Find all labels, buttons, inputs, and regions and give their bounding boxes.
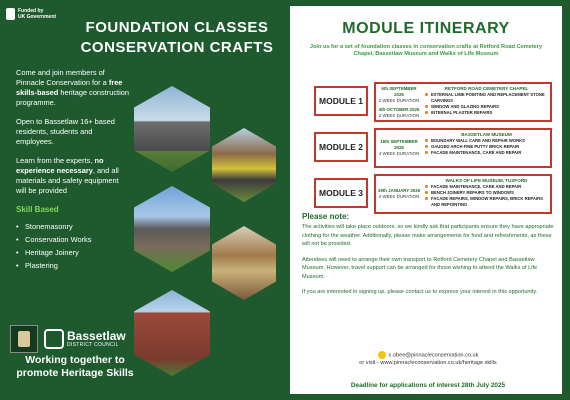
intro-p1 [16, 68, 131, 108]
photo-museum [134, 290, 210, 376]
title-line1: FOUNDATION CLASSES [85, 19, 269, 36]
contact-email[interactable]: s.obee@pinnacleconservation.co.uk [388, 352, 479, 359]
notes-text [302, 223, 554, 304]
contact-info [302, 351, 554, 367]
bassetlaw-name: Bassetlaw [67, 329, 126, 343]
module-label: MODULE 1 [319, 96, 363, 106]
itinerary-intro: Join us for a set of foundation classes in conservation crafts at Retford Road Cemetery Chapel, Bassetlaw Museum and Walks of Life Museum [309, 44, 543, 57]
intro-p3-c: , and all materials and safety equipment will be provided [16, 166, 119, 195]
intro-p3 [16, 156, 131, 196]
module-label: MODULE 2 [319, 142, 363, 152]
module-task: BENCH JOINERY REPAIRS TO WINDOWS [425, 190, 548, 196]
module-details [374, 82, 552, 122]
bassetlaw-sub: DISTRICT COUNCIL [67, 342, 119, 348]
skill-item: • Heritage Joinery [16, 246, 131, 259]
intro-p1-c: heritage construction programme. [16, 88, 129, 107]
date: 16th SEPTEMBER 2025 [380, 139, 418, 150]
funded-by-badge [6, 8, 56, 20]
module-task: FACADE MAINTENANCE, CARE AND REPAIR [425, 150, 548, 156]
duration: 4 WEEK DURATION [378, 151, 420, 156]
module-task: WINDOW AND GLAZING REPAIRS [425, 104, 548, 110]
module-label-box [314, 132, 368, 162]
intro-p1-a: Come and join members of Pinnacle Conservation for a [16, 68, 109, 87]
module-content [422, 130, 550, 166]
funded-line2: UK Government [18, 14, 57, 20]
module-details [374, 128, 552, 168]
duration: 2 WEEK DURATION [378, 112, 420, 118]
bassetlaw-logo [44, 329, 126, 349]
intro-p1-bold: free skills-based [16, 78, 123, 97]
module-dates [376, 176, 422, 212]
skill-item: • Conservation Works [16, 233, 131, 246]
photo-workers [212, 128, 276, 202]
itinerary-title: MODULE ITINERARY [342, 20, 510, 37]
skill-item: • Stonemasonry [16, 220, 131, 233]
intro-text [16, 68, 131, 272]
module-task: BOUNDARY WALL CARE AND REPAIR WORKS [425, 138, 548, 144]
intro-p2: Open to Bassetlaw 16+ based residents, students and employees. [16, 117, 115, 146]
skills-heading: Skill Based [16, 205, 59, 214]
photo-group [134, 186, 210, 272]
module-venue: BASSETLAW MUSEUM [461, 132, 512, 137]
module-task: INTERNAL PLASTER REPAIRS [425, 110, 548, 116]
module-3 [314, 174, 550, 214]
deadline: Deadline for applications of interest 28th July 2025 [350, 382, 506, 389]
logos [10, 325, 126, 353]
module-venue: RETFORD ROAD CEMETERY CHAPEL [444, 86, 529, 91]
date: 4th OCTOBER 2025 [378, 106, 420, 112]
note-p2: Attendees will need to arrange their own transport to Retford Cemetery Chapel and Bassetlaw Museum. However, travel support can be arranged for those wishing to attend the Walks of Life Museum. [302, 256, 538, 280]
module-task: EXTERNAL LIME POINTING AND REPLACEMENT STONE CARVINGS [425, 92, 548, 104]
module-content [422, 84, 550, 120]
funded-line1: Funded by [18, 8, 44, 14]
tagline: Working together to promote Heritage Skills [16, 354, 134, 379]
module-dates [376, 84, 422, 120]
module-task: GAUGED ARCH FINE PUTTY BRICK REPAIR [425, 144, 548, 150]
module-2 [314, 128, 550, 168]
itinerary-panel [290, 6, 562, 394]
date: 6th SEPTEMBER 2025 [381, 85, 417, 97]
date: 19th JANUARY 2026 [377, 188, 421, 193]
module-1 [314, 82, 550, 122]
intro-p3-a: Learn from the experts, [16, 156, 95, 165]
intro-p3-bold: no experience necessary [16, 156, 104, 175]
duration: 2 WEEK DURATION [378, 97, 420, 103]
email-icon [378, 351, 386, 359]
page-title [72, 18, 282, 58]
module-label: MODULE 3 [319, 188, 363, 198]
title-line2: CONSERVATION CRAFTS [80, 39, 274, 56]
contact-web[interactable]: or visit - www.pinnacleconservation.co.uk/heritage skills [359, 360, 497, 367]
bassetlaw-mark-icon [44, 329, 64, 349]
photo-chapel [134, 86, 210, 172]
duration: 4 WEEK DURATION [378, 194, 420, 199]
module-details [374, 174, 552, 214]
skills-list [16, 220, 131, 272]
module-venue: WALKS OF LIFE MUSEUM, TUXFORD [445, 178, 528, 183]
skill-item: • Plastering [16, 259, 131, 272]
photo-workshop [212, 226, 276, 300]
pinnacle-logo-icon [10, 325, 38, 353]
module-task: FACADE MAINTENANCE, CARE AND REPAIR [425, 184, 548, 190]
module-label-box [314, 86, 368, 116]
note-heading: Please note: [302, 212, 350, 221]
module-task: FACADE REPAIRS, WINDOW REPAIRS, BRICK REPAIRS AND REPOINTING [425, 196, 548, 208]
crest-icon [6, 8, 15, 20]
note-p1: The activities will take place outdoors, so we kindly ask that participants ensure they have appropriate clothing for the weather. Additionally, please make arrangements for food and refreshments, as these will not be provided. [302, 224, 554, 247]
module-content [422, 176, 550, 212]
note-p3: If you are interested in signing up, please contact us to express your interest in this opportunity. [302, 289, 538, 295]
module-label-box [314, 178, 368, 208]
module-dates [376, 130, 422, 166]
